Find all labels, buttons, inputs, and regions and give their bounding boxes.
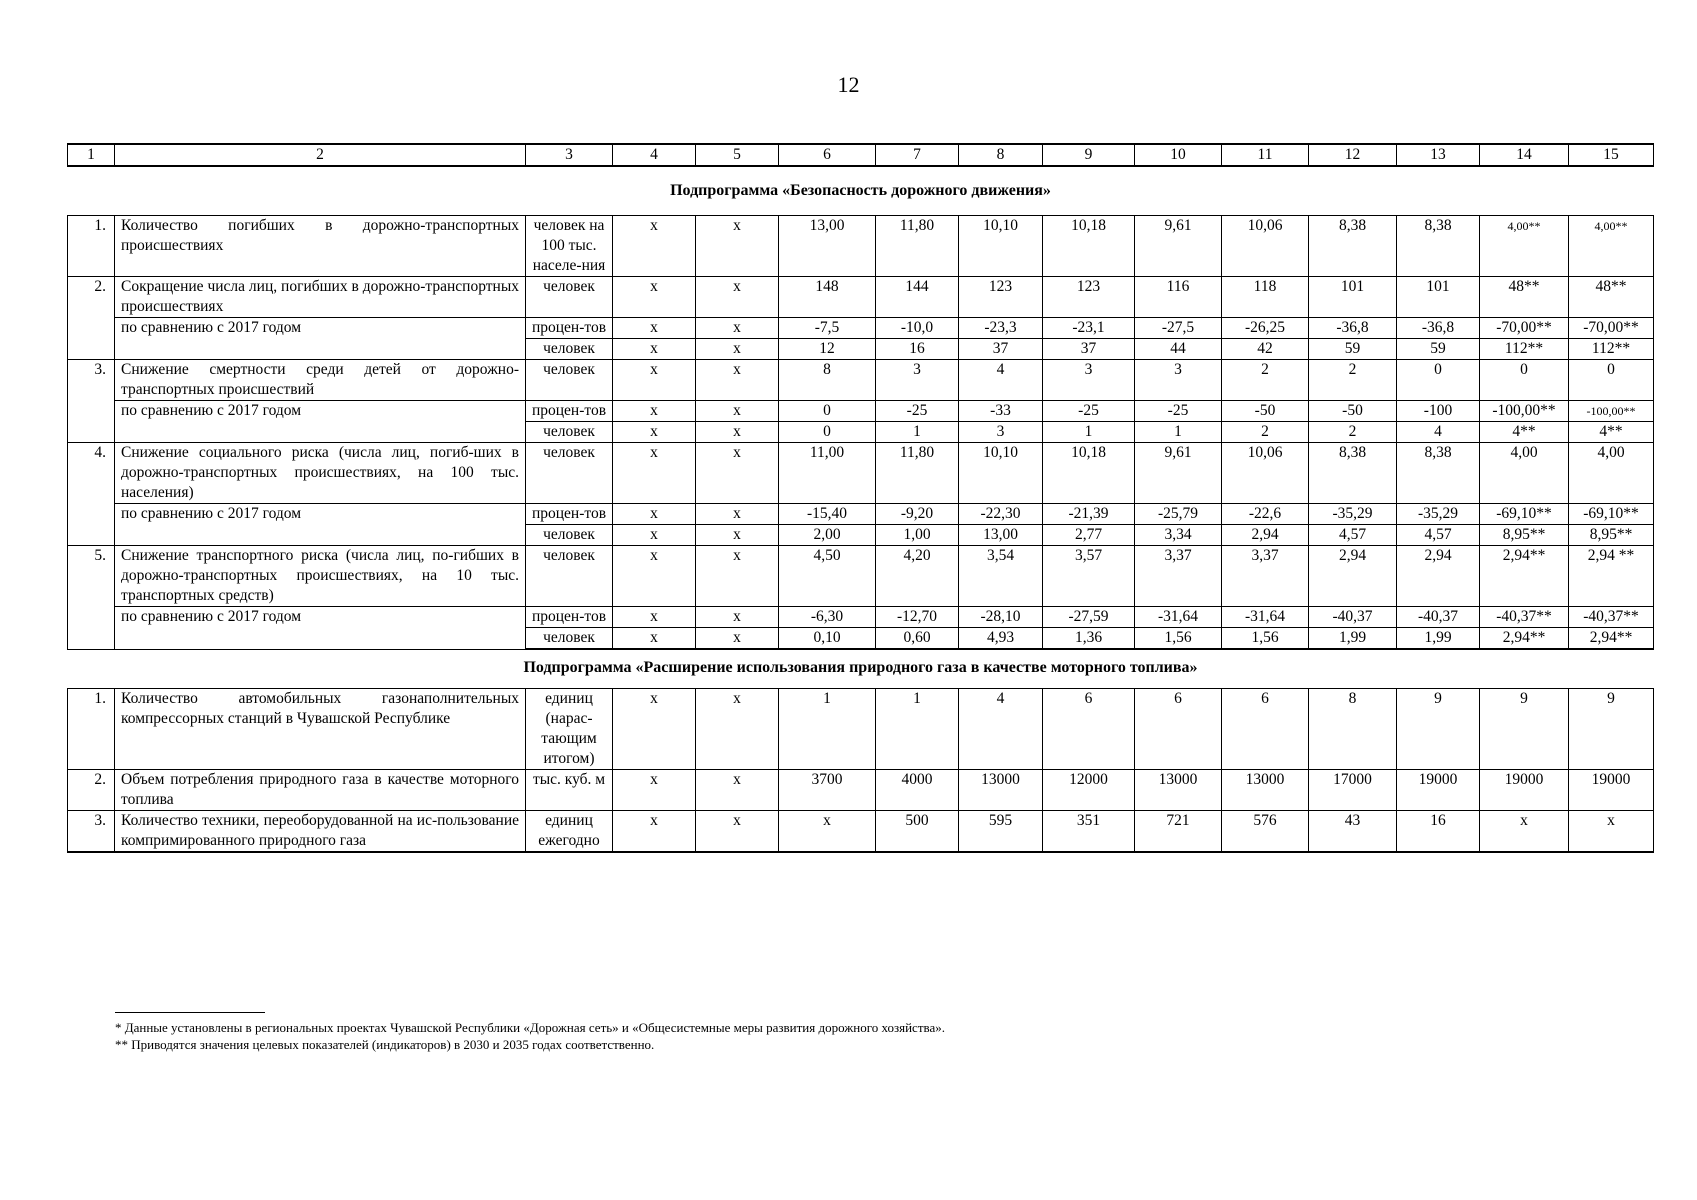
column-header: 2 [115,144,526,166]
table-row [68,360,1654,401]
value-cell: 2,94 [1309,546,1397,607]
value-cell: 44 [1135,339,1222,360]
section-heading-row [68,649,1654,689]
unit-cell: человек [526,546,613,607]
indicator-name: по сравнению с 2017 годом [115,607,526,650]
value-cell: 3,57 [1043,546,1135,607]
row-number: 2. [68,277,115,360]
value-cell: x [613,401,696,422]
value-cell: 4,00 [1569,443,1654,504]
indicator-name: Сокращение числа лиц, погибших в дорожно-транспортных происшествиях [115,277,526,318]
value-cell: 42 [1222,339,1309,360]
indicators-table [67,143,1654,853]
value-cell: 13000 [1222,770,1309,811]
column-header: 14 [1480,144,1569,166]
value-cell: -26,25 [1222,318,1309,339]
row-number: 1. [68,216,115,277]
value-cell: x [613,628,696,650]
indicators-table-wrap [67,143,1653,853]
table-header-row [68,144,1654,166]
value-cell: x [613,216,696,277]
row-number: 1. [68,689,115,770]
value-cell: x [696,277,779,318]
value-cell: x [696,811,779,853]
value-cell: 4,57 [1397,525,1480,546]
value-cell: 8 [1309,689,1397,770]
value-cell: x [613,689,696,770]
column-header: 3 [526,144,613,166]
indicator-name: по сравнению с 2017 годом [115,318,526,360]
value-cell: -10,0 [876,318,959,339]
value-cell: x [696,318,779,339]
value-cell: 1,56 [1135,628,1222,650]
table-row [68,607,1654,628]
value-cell: 16 [876,339,959,360]
table-row [68,504,1654,525]
value-cell: 500 [876,811,959,853]
value-cell: 2,94** [1569,628,1654,650]
value-cell: 12000 [1043,770,1135,811]
column-header: 6 [779,144,876,166]
unit-cell: процен-тов [526,607,613,628]
value-cell: -70,00** [1569,318,1654,339]
value-cell: 1,99 [1397,628,1480,650]
value-cell: 576 [1222,811,1309,853]
column-header: 8 [959,144,1043,166]
value-cell: 6 [1222,689,1309,770]
value-cell: x [696,628,779,650]
value-cell: 1,56 [1222,628,1309,650]
unit-cell: процен-тов [526,401,613,422]
value-cell: 2,94 ** [1569,546,1654,607]
table-row [68,689,1654,770]
value-cell: -6,30 [779,607,876,628]
value-cell: 12 [779,339,876,360]
value-cell: x [613,422,696,443]
value-cell: x [696,216,779,277]
value-cell: 8,38 [1309,443,1397,504]
unit-cell: единиц ежегодно [526,811,613,853]
value-cell: 148 [779,277,876,318]
value-cell: x [613,546,696,607]
value-cell: x [613,525,696,546]
value-cell: 4** [1569,422,1654,443]
value-cell: -25 [1043,401,1135,422]
unit-cell: человек [526,277,613,318]
column-header: 9 [1043,144,1135,166]
value-cell: 0,10 [779,628,876,650]
value-cell: 3700 [779,770,876,811]
value-cell: 595 [959,811,1043,853]
value-cell: 19000 [1480,770,1569,811]
value-cell: 10,10 [959,216,1043,277]
value-cell: 11,80 [876,443,959,504]
value-cell: x [613,770,696,811]
value-cell: 59 [1309,339,1397,360]
page-number: 12 [837,72,860,97]
footnote-1: * Данные установлены в региональных проектах Чувашской Республики «Дорожная сеть» и «Общесистемные меры развития дорожного хозяйства». [115,1020,945,1035]
footnotes [115,1012,945,1053]
value-cell: 11,00 [779,443,876,504]
value-cell: 4** [1480,422,1569,443]
value-cell: -27,5 [1135,318,1222,339]
value-cell: -69,10** [1569,504,1654,525]
indicator-name: по сравнению с 2017 годом [115,401,526,443]
indicator-name: Количество техники, переоборудованной на ис-пользование компримированного природного газа [115,811,526,853]
column-header: 1 [68,144,115,166]
indicator-name: Снижение социального риска (числа лиц, погиб-ших в дорожно-транспортных происшествиях, на 100 тыс. населения) [115,443,526,504]
value-cell: 4 [959,689,1043,770]
value-cell: 116 [1135,277,1222,318]
value-cell: 1,99 [1309,628,1397,650]
value-cell: 9,61 [1135,216,1222,277]
value-cell: 13,00 [779,216,876,277]
value-cell: 0 [1569,360,1654,401]
value-cell: 8,95** [1569,525,1654,546]
value-cell: x [613,504,696,525]
table-row [68,811,1654,853]
value-cell: x [696,443,779,504]
value-cell: 10,06 [1222,443,1309,504]
table-row [68,443,1654,504]
column-header: 12 [1309,144,1397,166]
value-cell: 3,34 [1135,525,1222,546]
value-cell: 17000 [1309,770,1397,811]
value-cell: 1 [1043,422,1135,443]
column-header: 5 [696,144,779,166]
subprogram-title: Подпрограмма «Безопасность дорожного движения» [68,166,1654,216]
value-cell: 16 [1397,811,1480,853]
value-cell: -69,10** [1480,504,1569,525]
value-cell: -22,30 [959,504,1043,525]
value-cell: 4000 [876,770,959,811]
value-cell: 3 [1043,360,1135,401]
value-cell: 19000 [1397,770,1480,811]
value-cell: x [696,770,779,811]
value-cell: 118 [1222,277,1309,318]
value-cell: 10,18 [1043,216,1135,277]
table-row [68,770,1654,811]
table-row [68,216,1654,277]
indicator-name: Объем потребления природного газа в качестве моторного топлива [115,770,526,811]
unit-cell: человек [526,360,613,401]
value-cell: 48** [1480,277,1569,318]
unit-cell: процен-тов [526,504,613,525]
indicator-name: Количество погибших в дорожно-транспортных происшествиях [115,216,526,277]
value-cell: -33 [959,401,1043,422]
value-cell: 19000 [1569,770,1654,811]
value-cell: 2 [1222,360,1309,401]
value-cell: 1 [779,689,876,770]
value-cell: 2,77 [1043,525,1135,546]
value-cell: -36,8 [1309,318,1397,339]
value-cell: 4,00 [1480,443,1569,504]
value-cell: x [613,443,696,504]
value-cell: 10,10 [959,443,1043,504]
value-cell: x [613,811,696,853]
value-cell: 3,37 [1135,546,1222,607]
value-cell: 48** [1569,277,1654,318]
value-cell: 351 [1043,811,1135,853]
value-cell: 0 [1480,360,1569,401]
value-cell: -23,3 [959,318,1043,339]
value-cell: 9,61 [1135,443,1222,504]
value-cell: -100,00** [1480,401,1569,422]
row-number: 3. [68,360,115,443]
table-row [68,546,1654,607]
value-cell: 8,38 [1309,216,1397,277]
value-cell: -35,29 [1309,504,1397,525]
value-cell: -21,39 [1043,504,1135,525]
value-cell: 2,94 [1397,546,1480,607]
value-cell: x [696,546,779,607]
value-cell: x [1569,811,1654,853]
row-number: 5. [68,546,115,650]
value-cell: 13,00 [959,525,1043,546]
value-cell: 3 [876,360,959,401]
value-cell: 9 [1480,689,1569,770]
value-cell: x [696,360,779,401]
value-cell: -31,64 [1135,607,1222,628]
value-cell: 4 [959,360,1043,401]
table-row [68,401,1654,422]
column-header: 10 [1135,144,1222,166]
value-cell: 9 [1569,689,1654,770]
unit-cell: человек [526,443,613,504]
value-cell: x [696,689,779,770]
value-cell: 101 [1309,277,1397,318]
value-cell: 1,36 [1043,628,1135,650]
value-cell: -12,70 [876,607,959,628]
value-cell: -15,40 [779,504,876,525]
value-cell: 1 [876,689,959,770]
value-cell: 0,60 [876,628,959,650]
value-cell: 2,00 [779,525,876,546]
value-cell: -40,37 [1397,607,1480,628]
value-cell: 37 [959,339,1043,360]
value-cell: 11,80 [876,216,959,277]
value-cell: x [696,339,779,360]
value-cell: 6 [1135,689,1222,770]
value-cell: -9,20 [876,504,959,525]
value-cell: 8,38 [1397,443,1480,504]
value-cell: 4 [1397,422,1480,443]
value-cell: 3 [959,422,1043,443]
column-header: 7 [876,144,959,166]
value-cell: 9 [1397,689,1480,770]
value-cell: -50 [1309,401,1397,422]
value-cell: x [779,811,876,853]
value-cell: -7,5 [779,318,876,339]
value-cell: -23,1 [1043,318,1135,339]
value-cell: -36,8 [1397,318,1480,339]
value-cell: 2,94 [1222,525,1309,546]
value-cell: 2,94** [1480,546,1569,607]
section-heading-row [68,166,1654,216]
value-cell: -22,6 [1222,504,1309,525]
value-cell: 13000 [959,770,1043,811]
value-cell: x [696,607,779,628]
value-cell: -31,64 [1222,607,1309,628]
value-cell: 3,37 [1222,546,1309,607]
value-cell: 0 [779,401,876,422]
value-cell: 10,06 [1222,216,1309,277]
unit-cell: тыс. куб. м [526,770,613,811]
row-number: 3. [68,811,115,853]
unit-cell: единиц (нарас-тающим итогом) [526,689,613,770]
value-cell: 13000 [1135,770,1222,811]
value-cell: 1 [1135,422,1222,443]
unit-cell: человек [526,628,613,650]
indicator-name: Снижение транспортного риска (числа лиц, по-гибших в дорожно-транспортных происшествиях, на 10 тыс. транспортных средств) [115,546,526,607]
indicator-name: Количество автомобильных газонаполнительных компрессорных станций в Чувашской Республике [115,689,526,770]
value-cell: 1,00 [876,525,959,546]
value-cell: -25 [876,401,959,422]
value-cell: x [613,607,696,628]
value-cell: 8 [779,360,876,401]
indicator-name: Снижение смертности среди детей от дорожно-транспортных происшествий [115,360,526,401]
value-cell: 0 [779,422,876,443]
value-cell: 112** [1569,339,1654,360]
value-cell: 2 [1309,360,1397,401]
value-cell: x [1480,811,1569,853]
subprogram-title: Подпрограмма «Расширение использования природного газа в качестве моторного топлива» [68,649,1654,689]
unit-cell: человек [526,422,613,443]
value-cell: -25,79 [1135,504,1222,525]
value-cell: 4,20 [876,546,959,607]
value-cell: -28,10 [959,607,1043,628]
value-cell: -40,37** [1569,607,1654,628]
value-cell: -25 [1135,401,1222,422]
value-cell: x [696,525,779,546]
value-cell: x [696,401,779,422]
row-number: 4. [68,443,115,546]
unit-cell: процен-тов [526,318,613,339]
value-cell: -100 [1397,401,1480,422]
unit-cell: человек на 100 тыс. населе-ния [526,216,613,277]
value-cell: -27,59 [1043,607,1135,628]
indicator-name: по сравнению с 2017 годом [115,504,526,546]
row-number: 2. [68,770,115,811]
value-cell: 2 [1222,422,1309,443]
column-header: 11 [1222,144,1309,166]
column-header: 13 [1397,144,1480,166]
column-header: 15 [1569,144,1654,166]
column-header: 4 [613,144,696,166]
value-cell: 123 [959,277,1043,318]
value-cell: 144 [876,277,959,318]
value-cell: 2 [1309,422,1397,443]
value-cell: x [613,318,696,339]
value-cell: x [696,422,779,443]
value-cell: 4,00** [1480,216,1569,277]
value-cell: 4,00** [1569,216,1654,277]
value-cell: 43 [1309,811,1397,853]
value-cell: 8,38 [1397,216,1480,277]
value-cell: 2,94** [1480,628,1569,650]
value-cell: 123 [1043,277,1135,318]
value-cell: 59 [1397,339,1480,360]
value-cell: x [613,277,696,318]
value-cell: 6 [1043,689,1135,770]
footnote-separator [115,1012,265,1013]
value-cell: x [613,339,696,360]
value-cell: 4,50 [779,546,876,607]
value-cell: 10,18 [1043,443,1135,504]
value-cell: 112** [1480,339,1569,360]
value-cell: 4,93 [959,628,1043,650]
value-cell: 37 [1043,339,1135,360]
unit-cell: человек [526,525,613,546]
value-cell: -35,29 [1397,504,1480,525]
unit-cell: человек [526,339,613,360]
value-cell: 721 [1135,811,1222,853]
value-cell: x [696,504,779,525]
value-cell: 3,54 [959,546,1043,607]
value-cell: 8,95** [1480,525,1569,546]
value-cell: -50 [1222,401,1309,422]
value-cell: -40,37 [1309,607,1397,628]
value-cell: -100,00** [1569,401,1654,422]
table-row [68,277,1654,318]
value-cell: 4,57 [1309,525,1397,546]
value-cell: -40,37** [1480,607,1569,628]
value-cell: -70,00** [1480,318,1569,339]
value-cell: x [613,360,696,401]
value-cell: 0 [1397,360,1480,401]
value-cell: 101 [1397,277,1480,318]
table-row [68,318,1654,339]
value-cell: 1 [876,422,959,443]
footnote-2: ** Приводятся значения целевых показателей (индикаторов) в 2030 и 2035 годах соответственно. [115,1037,655,1052]
value-cell: 3 [1135,360,1222,401]
